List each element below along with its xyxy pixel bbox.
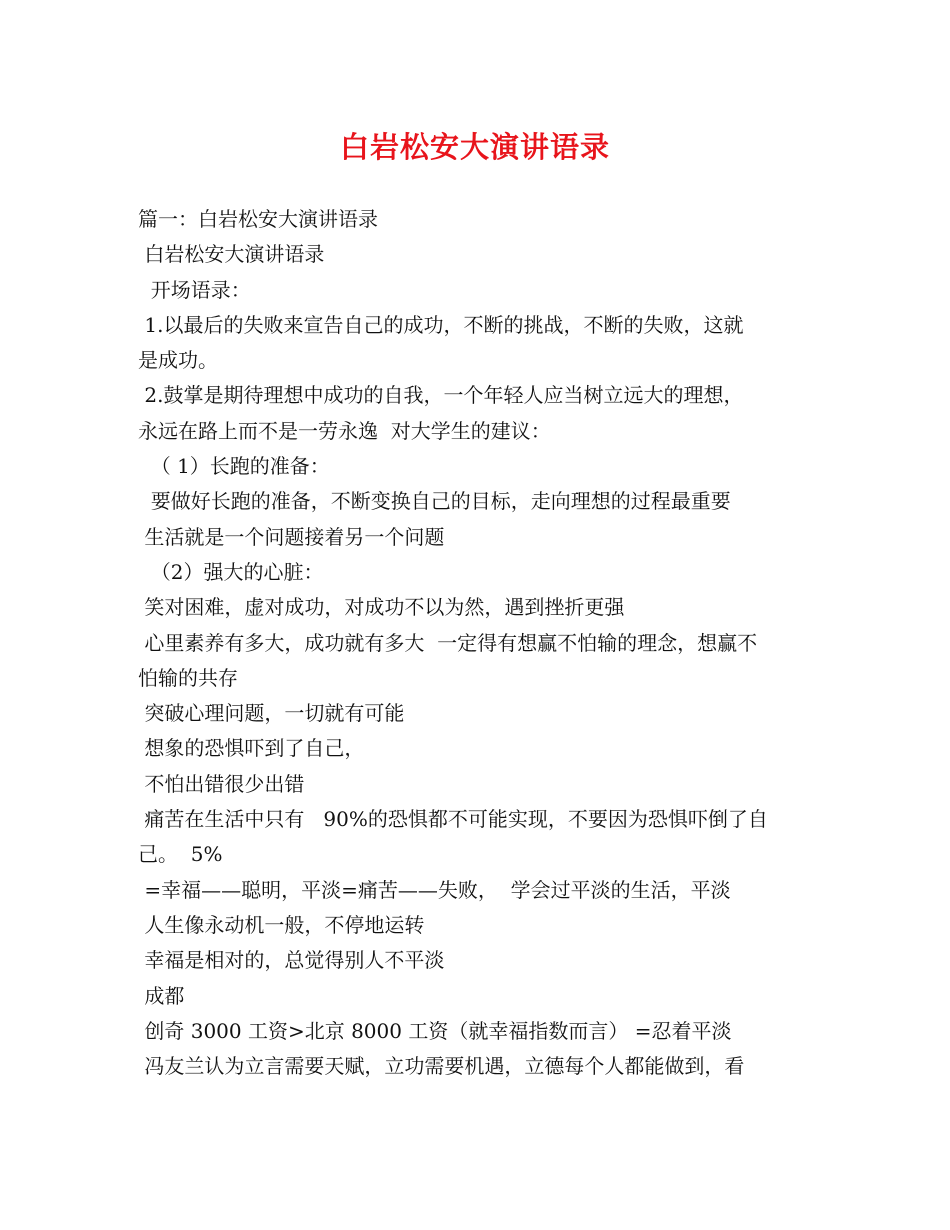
body-line: 永远在路上而不是一劳永逸 对大学生的建议： [138,418,551,443]
body-line: =幸福——聪明，平淡=痛苦——失败， 学会过平淡的生活，平淡 [138,877,731,902]
body-line: 人生像永动机一般，不停地运转 [138,912,425,937]
body-line: 创奇 3000 工资>北京 8000 工资（就幸福指数而言） =忍着平淡 [138,1018,732,1043]
body-line: 篇一：白岩松安大演讲语录 [138,207,378,231]
body-line: 2.鼓掌是期待理想中成功的自我，一个年轻人应当树立远大的理想， [138,383,744,408]
body-line: 不怕出错很少出错 [138,771,305,796]
body-line: 想象的恐惧吓到了自己， [138,736,365,761]
body-line: 痛苦在生活中只有 90%的恐惧都不可能实现，不要因为恐惧吓倒了自 [138,807,768,832]
body-line: （2）强大的心脏： [138,559,324,584]
body-line: 白岩松安大演讲语录 [138,242,325,267]
body-line: 怕输的共存 [138,665,238,690]
body-line: 笑对困难，虚对成功，对成功不以为然，遇到挫折更强 [138,595,625,620]
body-line: 心里素养有多大，成功就有多大 一定得有想赢不怕输的理念，想赢不 [138,630,758,655]
body-line: 突破心理问题，一切就有可能 [138,701,405,726]
body-line: 1.以最后的失败来宣告自己的成功，不断的挑战，不断的失败，这就 [138,312,744,337]
document-title: 白岩松安大演讲语录 [339,130,610,164]
body-line: 开场语录： [138,277,251,302]
document-body [138,202,828,1084]
body-line: 生活就是一个问题接着另一个问题 [138,524,445,549]
body-line: 己。 5% [138,842,223,867]
body-line: 冯友兰认为立言需要天赋，立功需要机遇，立德每个人都能做到，看 [138,1054,745,1079]
body-line: 成都 [138,983,185,1008]
body-line: 要做好长跑的准备，不断变换自己的目标，走向理想的过程最重要 [138,489,731,514]
body-line: 是成功。 [138,348,218,373]
body-line: 幸福是相对的，总觉得别人不平淡 [138,948,445,973]
body-line: （ 1）长跑的准备： [138,454,330,479]
